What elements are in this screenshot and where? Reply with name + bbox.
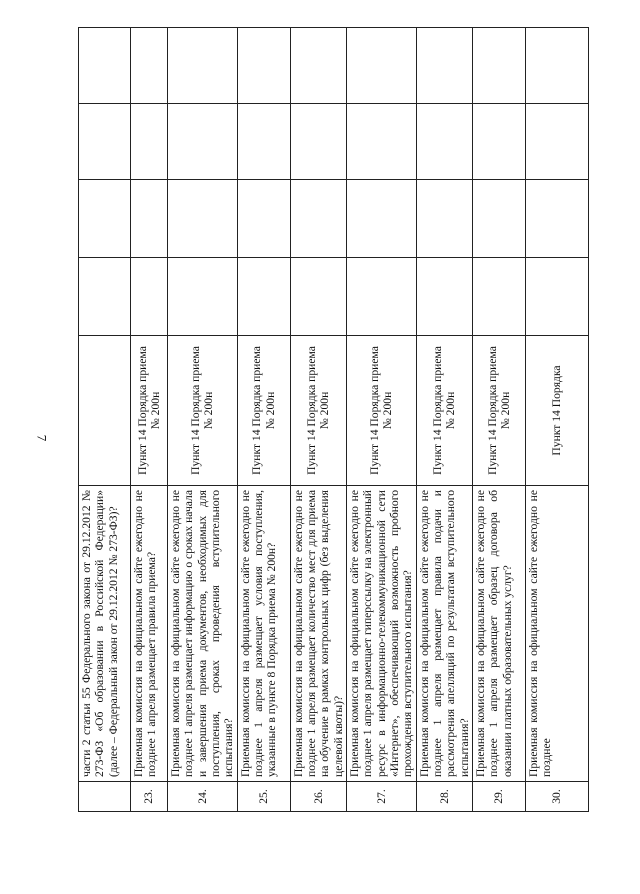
reference-cell: Пункт 14 Порядка приема № 200н (472, 336, 525, 486)
answer-cell (79, 104, 131, 180)
question-cell: части 2 статьи 55 Федерального закона от 29.12.2012 № 273-ФЗ «Об образовании в Российской Федерации» (далее – Федеральный закон от 29.12.2012 № 273-ФЗ)? (79, 486, 131, 782)
reference-cell: Пункт 14 Порядка приема № 200н (168, 336, 238, 486)
answer-cell (237, 28, 290, 104)
question-cell: Приемная комиссия на официальном сайте ежегодно не позднее 1 апреля размещает правила подачи и рассмотрения апелляций по результатам вступительного испытания? (416, 486, 472, 782)
question-cell: Приемная комиссия на официальном сайте ежегодно не позднее 1 апреля размещает количество мест для приема на обучение в рамках контрольных цифр (без выделения целевой квоты)? (290, 486, 346, 782)
row-number: 26. (290, 782, 346, 812)
question-cell: Приемная комиссия на официальном сайте ежегодно не позднее 1 апреля размещает правила приема? (131, 486, 168, 782)
answer-cell (346, 28, 416, 104)
table-row (79, 28, 131, 812)
checklist-table-rotated (78, 28, 576, 812)
reference-cell: Пункт 14 Порядка приема № 200н (290, 336, 346, 486)
answer-cell (346, 258, 416, 336)
table-row (472, 28, 525, 812)
answer-cell (79, 180, 131, 258)
reference-cell (79, 336, 131, 486)
table-body (79, 28, 589, 812)
answer-cell (525, 258, 588, 336)
table-row (416, 28, 472, 812)
reference-cell: Пункт 14 Порядка приема № 200н (237, 336, 290, 486)
answer-cell (416, 104, 472, 180)
answer-cell (346, 180, 416, 258)
answer-cell (237, 104, 290, 180)
answer-cell (472, 104, 525, 180)
question-cell: Приемная комиссия на официальном сайте ежегодно не позднее 1 апреля размещает информацию о сроках начала и завершения приема документов, необходимых для поступления, сроках проведения вступительного испытания? (168, 486, 238, 782)
answer-cell (472, 28, 525, 104)
row-number (79, 782, 131, 812)
row-number: 25. (237, 782, 290, 812)
answer-cell (290, 104, 346, 180)
question-cell: Приемная комиссия на официальном сайте ежегодно не позднее 1 апреля размещает гиперссылку на электронный ресурс в информационно-телекоммуникационной сети «Интернет», обеспечивающий возможность пробного прохождения вступительного испытания? (346, 486, 416, 782)
answer-cell (131, 104, 168, 180)
answer-cell (472, 180, 525, 258)
question-cell: Приемная комиссия на официальном сайте ежегодно не позднее 1 апреля размещает образец договора об оказании платных образовательных услуг? (472, 486, 525, 782)
answer-cell (525, 104, 588, 180)
reference-cell: Пункт 14 Порядка (525, 336, 588, 486)
table-row (290, 28, 346, 812)
answer-cell (131, 258, 168, 336)
row-number: 27. (346, 782, 416, 812)
table-row (131, 28, 168, 812)
answer-cell (416, 180, 472, 258)
answer-cell (168, 258, 238, 336)
answer-cell (416, 258, 472, 336)
answer-cell (131, 180, 168, 258)
reference-cell: Пункт 14 Порядка приема № 200н (346, 336, 416, 486)
row-number: 28. (416, 782, 472, 812)
answer-cell (168, 28, 238, 104)
row-number: 29. (472, 782, 525, 812)
checklist-table (78, 27, 589, 812)
answer-cell (237, 258, 290, 336)
answer-cell (290, 28, 346, 104)
page-number: 7 (34, 434, 50, 442)
table-row (525, 28, 588, 812)
reference-cell: Пункт 14 Порядка приема № 200н (131, 336, 168, 486)
answer-cell (290, 180, 346, 258)
answer-cell (237, 180, 290, 258)
answer-cell (131, 28, 168, 104)
answer-cell (168, 104, 238, 180)
answer-cell (290, 258, 346, 336)
answer-cell (416, 28, 472, 104)
row-number: 30. (525, 782, 588, 812)
answer-cell (346, 104, 416, 180)
answer-cell (472, 258, 525, 336)
table-row (168, 28, 238, 812)
row-number: 24. (168, 782, 238, 812)
question-cell: Приемная комиссия на официальном сайте ежегодно не позднее 1 апреля размещает условия поступления, указанные в пункте 8 Порядка приема № 200н? (237, 486, 290, 782)
answer-cell (525, 180, 588, 258)
answer-cell (168, 180, 238, 258)
answer-cell (525, 28, 588, 104)
row-number: 23. (131, 782, 168, 812)
answer-cell (79, 258, 131, 336)
table-row (346, 28, 416, 812)
table-row (237, 28, 290, 812)
answer-cell (79, 28, 131, 104)
question-cell: Приемная комиссия на официальном сайте ежегодно не позднее (525, 486, 588, 782)
reference-cell: Пункт 14 Порядка приема № 200н (416, 336, 472, 486)
